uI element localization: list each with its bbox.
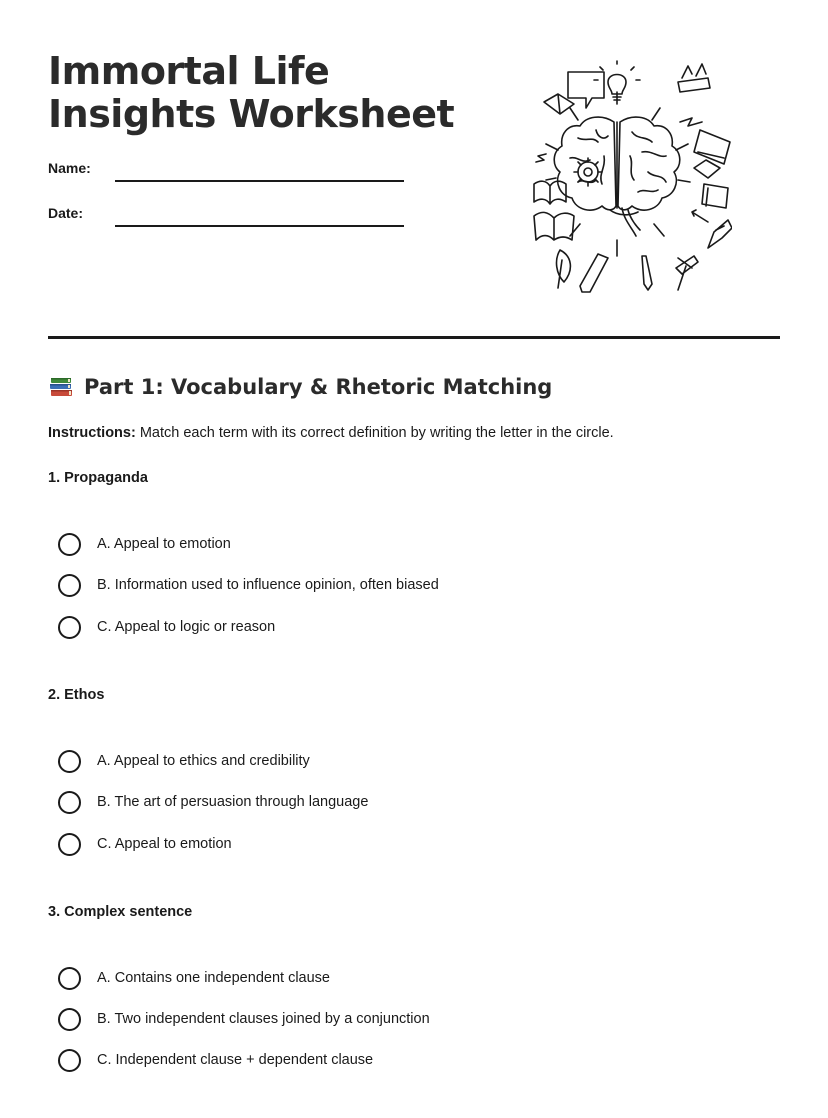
answer-circle[interactable]	[58, 1008, 81, 1031]
question-title: 3. Complex sentence	[48, 904, 193, 920]
option-text: C. Independent clause + dependent clause	[97, 1052, 374, 1068]
answer-circle[interactable]	[58, 574, 81, 597]
option-a[interactable]	[58, 531, 231, 557]
option-text: A. Contains one independent clause	[97, 970, 330, 986]
instructions-label: Instructions:	[48, 425, 136, 441]
option-b[interactable]	[58, 789, 368, 815]
question-title: 2. Ethos	[48, 687, 105, 703]
option-text: C. Appeal to logic or reason	[97, 619, 276, 635]
name-field-row	[48, 158, 408, 182]
option-c[interactable]	[58, 1047, 373, 1073]
instructions	[48, 425, 614, 441]
answer-circle[interactable]	[58, 791, 81, 814]
option-text: B. Two independent clauses joined by a conjunction	[97, 1011, 430, 1027]
part1-title-text: Part 1: Vocabulary & Rhetoric Matching	[84, 375, 553, 399]
option-a[interactable]	[58, 965, 330, 991]
option-text: B. Information used to influence opinion, often biased	[97, 577, 439, 593]
date-field[interactable]	[115, 225, 404, 227]
worksheet-title: Immortal Life Insights Worksheet	[48, 49, 455, 136]
option-text: A. Appeal to ethics and credibility	[97, 753, 310, 769]
question-1	[48, 470, 780, 635]
header-divider	[48, 336, 780, 339]
part1-title	[48, 374, 552, 400]
option-c[interactable]	[58, 614, 275, 640]
option-c[interactable]	[58, 831, 232, 857]
question-title: 1. Propaganda	[48, 470, 148, 486]
option-a[interactable]	[58, 748, 310, 774]
name-label: Name:	[48, 160, 91, 176]
option-text: C. Appeal to emotion	[97, 836, 232, 852]
question-3	[48, 904, 780, 1068]
option-b[interactable]	[58, 1006, 430, 1032]
answer-circle[interactable]	[58, 1049, 81, 1072]
name-field[interactable]	[115, 180, 404, 182]
option-b[interactable]	[58, 572, 439, 598]
option-text: B. The art of persuasion through language	[97, 794, 369, 810]
instructions-text: Match each term with its correct definition by writing the letter in the circle.	[135, 425, 614, 441]
option-text: A. Appeal to emotion	[97, 536, 231, 552]
date-label: Date:	[48, 205, 84, 221]
answer-circle[interactable]	[58, 533, 81, 556]
date-field-row	[48, 203, 408, 227]
brain-with-icons-illustration	[482, 60, 732, 300]
books-icon	[48, 374, 74, 400]
answer-circle[interactable]	[58, 616, 81, 639]
answer-circle[interactable]	[58, 833, 81, 856]
answer-circle[interactable]	[58, 750, 81, 773]
answer-circle[interactable]	[58, 967, 81, 990]
question-2	[48, 687, 780, 852]
